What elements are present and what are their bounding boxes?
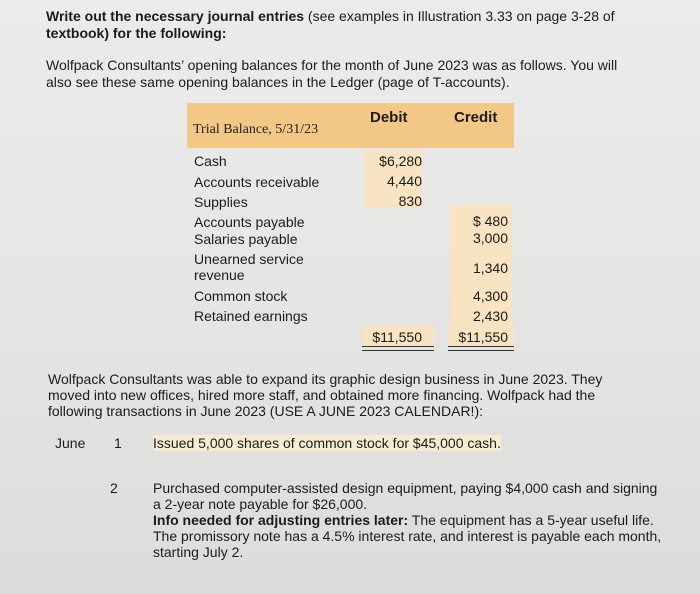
instructions-line-2: textbook) for the following: [46, 25, 227, 41]
credit-common-stock: 4,300 [472, 288, 508, 304]
credit-salaries-payable: 3,000 [472, 230, 508, 246]
transaction-month: June [55, 435, 86, 451]
credit-total-double-rule [448, 346, 514, 351]
instructions-line-1 [46, 8, 615, 25]
account-supplies: Supplies [194, 194, 248, 210]
account-accounts-receivable: Accounts receivable [194, 174, 320, 190]
transaction-2-day: 2 [110, 480, 118, 496]
transaction-2-line-1: Purchased computer-assisted design equipment, paying $4,000 cash and signing [153, 480, 658, 496]
account-unearned-line-1: Unearned service [194, 251, 304, 267]
credit-unearned-service-revenue: 1,340 [472, 260, 508, 276]
debit-accounts-receivable: 4,440 [386, 173, 422, 189]
account-common-stock: Common stock [194, 288, 288, 304]
transaction-2-line-3 [153, 512, 654, 529]
intro-line-2: also see these same opening balances in the Ledger (page of T-accounts). [46, 74, 510, 90]
account-retained-earnings: Retained earnings [194, 308, 308, 324]
transaction-1-day: 1 [114, 435, 122, 451]
trial-balance-title: Trial Balance, 5/31/23 [193, 122, 319, 137]
credit-total: $11,550 [458, 329, 508, 345]
debit-supplies: 830 [398, 193, 422, 209]
instructions-bold: Write out the necessary journal entries [46, 8, 305, 24]
instructions-rest: (see examples in Illustration 3.33 on page 3-28 of [304, 8, 615, 24]
account-unearned-line-2: revenue [194, 267, 245, 283]
debit-total-double-rule [362, 346, 434, 351]
account-salaries-payable: Salaries payable [194, 231, 298, 247]
intro-line-1: Wolfpack Consultants’ opening balances for the month of June 2023 was as follows. You will [46, 57, 618, 73]
info-needed-label: Info needed for adjusting entries later: [153, 512, 409, 528]
narrative-line-2: moved into new offices, hired more staff, and obtained more financing. Wolfpack had the [48, 387, 596, 403]
transaction-1-text [153, 435, 501, 452]
account-cash: Cash [194, 153, 227, 169]
credit-header: Credit [454, 109, 498, 126]
transaction-2-line-2: a 2-year note payable for $26,000. [153, 496, 368, 512]
transaction-1-highlight: Issued 5,000 shares of common stock for $45,000 cash. [153, 435, 501, 451]
credit-retained-earnings: 2,430 [472, 308, 508, 324]
info-needed-text: The equipment has a 5-year useful life. [408, 512, 654, 528]
debit-total: $11,550 [372, 329, 422, 345]
transaction-2-line-4: The promissory note has a 4.5% interest rate, and interest is payable each month, [153, 528, 662, 544]
credit-accounts-payable: $ 480 [472, 213, 508, 229]
narrative-line-3: following transactions in June 2023 (USE A JUNE 2023 CALENDAR!): [48, 403, 483, 419]
narrative-line-1: Wolfpack Consultants was able to expand its graphic design business in June 2023. They [48, 371, 603, 387]
debit-cash: $6,280 [379, 153, 422, 169]
debit-header: Debit [370, 109, 408, 126]
transaction-2-line-5: starting July 2. [153, 544, 244, 560]
account-accounts-payable: Accounts payable [194, 214, 305, 230]
